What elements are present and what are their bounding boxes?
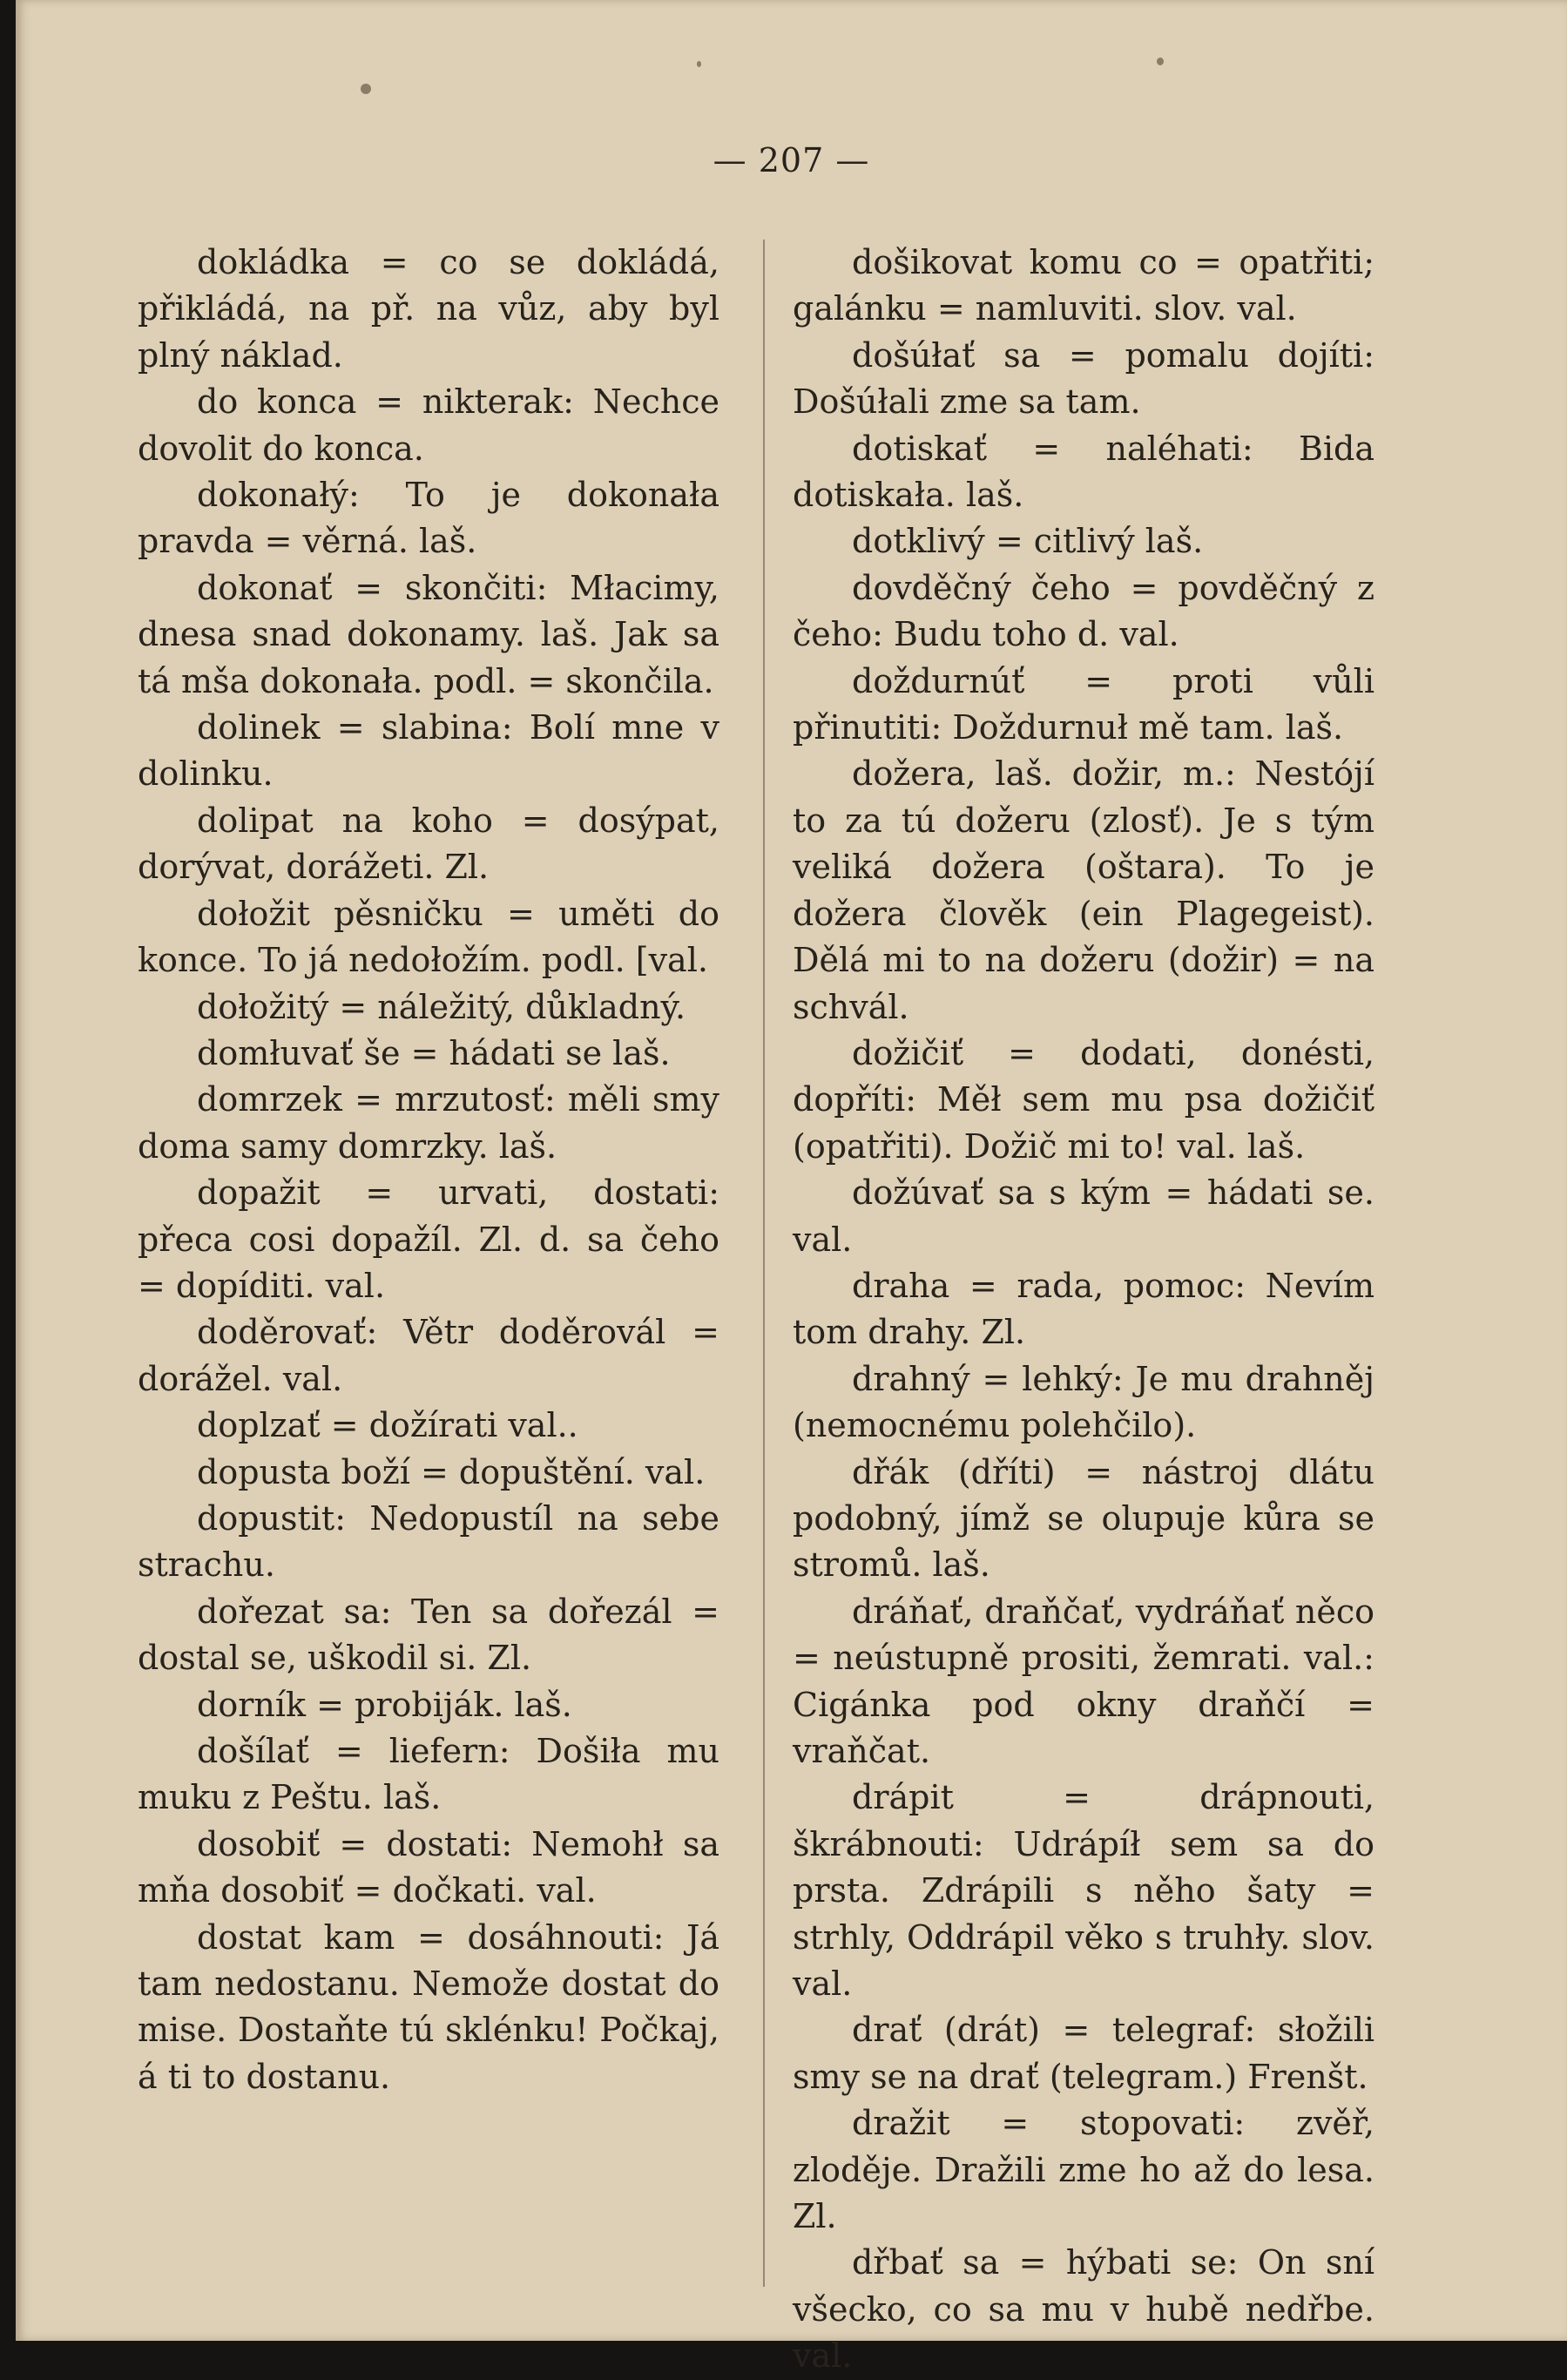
dictionary-entry: dopusta boží = dopuštění. val. <box>197 1452 706 1491</box>
dictionary-entry: drápit = drápnouti, škrábnouti: Udrápíł sem sa do prsta. Zdrápili s něho šaty = strhly, Oddrápil věko s truhły. slov. val. <box>793 1778 1375 2004</box>
dictionary-entry: dokonať = skončiti: Młacimy, dnesa snad dokonamy. laš. Jak sa tá mša dokonała. podl. = skončila. <box>138 568 719 700</box>
dictionary-entry: dožičiť = dodati, donésti, dopříti: Měł sem mu psa dožičiť (opatřiti). Dožič mi to! val. laš. <box>793 1033 1375 1166</box>
dictionary-entry: dořezat sa: Ten sa dořezál = dostal se, uškodil si. Zl. <box>138 1592 719 1678</box>
book-page <box>16 0 1567 2376</box>
dictionary-entry: dopažit = urvati, dostati: přeca cosi dopažíl. Zl. d. sa čeho = dopíditi. val. <box>138 1173 719 1305</box>
dictionary-entry: domłuvať še = hádati se laš. <box>197 1033 671 1072</box>
dictionary-entry: dolinek = slabina: Bolí mne v dolinku. <box>138 708 719 794</box>
dictionary-entry: doděrovať: Větr doděrovál = dorážel. val. <box>138 1313 719 1398</box>
column-divider <box>763 240 765 2287</box>
dictionary-entry: došílať = liefern: Došiła mu muku z Peštu. laš. <box>138 1732 719 1817</box>
dictionary-entry: dřák (dříti) = nástroj dlátu podobný, jímž se olupuje kůra se stromů. laš. <box>793 1452 1375 1585</box>
dictionary-entry: doždurnúť = proti vůli přinutiti: Doždurnuł mě tam. laš. <box>793 661 1375 747</box>
dictionary-entry: draha = rada, pomoc: Nevím tom drahy. Zl. <box>793 1266 1375 1352</box>
left-column <box>138 240 719 2100</box>
right-column <box>793 240 1375 2380</box>
dictionary-entry: dostat kam = dosáhnouti: Já tam nedostanu. Nemože dostat do mise. Dostaňte tú sklénku! Počkaj, á ti to dostanu. <box>138 1917 719 2096</box>
dictionary-entry: dožúvať sa s kým = hádati se. val. <box>793 1173 1375 1259</box>
dictionary-entry: dražit = stopovati: zvěř, zloděje. Dražili zme ho až do lesa. Zl. <box>793 2104 1375 2236</box>
dictionary-entry: dopustit: Nedopustíl na sebe strachu. <box>138 1498 719 1585</box>
dictionary-entry: dołožitý = náležitý, důkladný. <box>197 987 686 1026</box>
dictionary-entry: domrzek = mrzutosť: měli smy doma samy domrzky. laš. <box>138 1080 719 1166</box>
paper-spot <box>697 61 701 67</box>
dictionary-entry: do konca = nikterak: Nechce dovolit do konca. <box>138 382 719 468</box>
dictionary-entry: doplzať = dožírati val.. <box>197 1406 578 1445</box>
dictionary-entry: došikovat komu co = opatřiti; galánku = namluviti. slov. val. <box>793 243 1375 328</box>
dictionary-entry: dřbať sa = hýbati se: On sní všecko, co sa mu v hubě nedřbe. val. <box>793 2243 1375 2376</box>
dictionary-entry: dotklivý = citlivý laš. <box>852 522 1204 561</box>
dictionary-entry: drahný = lehký: Je mu drahněj (nemocnému polehčilo). <box>793 1359 1375 1445</box>
dictionary-entry: dožera, laš. dožir, m.: Nestójí to za tú dožeru (zlosť). Je s tým veliká dožera (oštara). To je dožera člověk (ein Plagegeist). Dělá mi to na dožeru (dožir) = na schvál. <box>793 754 1375 1026</box>
dictionary-entry: dolipat na koho = dosýpat, dorývat, dorážeti. Zl. <box>138 801 719 887</box>
dictionary-entry: dokládka = co se dokládá, přikládá, na př. na vůz, aby byl plný náklad. <box>138 243 719 375</box>
dictionary-entry: dosobiť = dostati: Nemohł sa mňa dosobiť = dočkati. val. <box>138 1824 719 1910</box>
dictionary-entry: dovděčný čeho = povděčný z čeho: Budu toho d. val. <box>793 568 1375 654</box>
dictionary-entry: dołožit pěsničku = uměti do konce. To já nedołožím. podl. [val. <box>138 894 719 980</box>
paper-spot <box>361 84 371 94</box>
paper-spot <box>1157 57 1164 65</box>
page-number: — 207 — <box>713 141 870 179</box>
dictionary-entry: dorník = probiják. laš. <box>197 1685 572 1724</box>
dictionary-entry: drať (drát) = telegraf: słožili smy se na drať (telegram.) Frenšt. <box>793 2011 1375 2096</box>
dictionary-entry: dotiskať = naléhati: Bida dotiskała. laš. <box>793 429 1375 515</box>
dictionary-entry: dráňať, draňčať, vydráňať něco = neústupně prositi, žemrati. val.: Cigánka pod okny draňčí = vraňčat. <box>793 1592 1375 1770</box>
dictionary-entry: dokonałý: To je dokonała pravda = věrná. laš. <box>138 476 719 561</box>
dictionary-entry: došúłať sa = pomalu dojíti: Došúłali zme sa tam. <box>793 335 1375 422</box>
